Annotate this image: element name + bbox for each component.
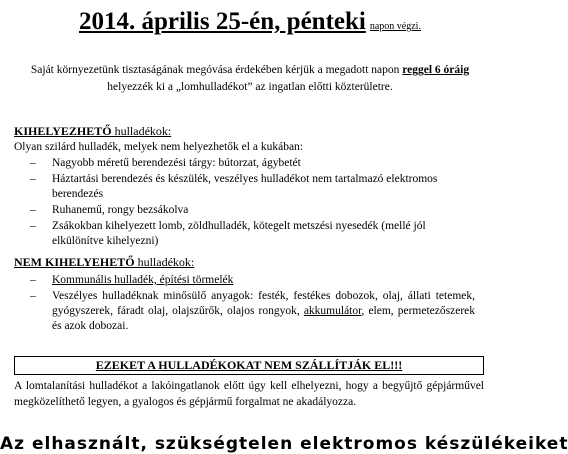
- allowed-list: [30, 156, 475, 250]
- intro-emphasis: reggel 6 óráig: [402, 64, 470, 76]
- disallowed-list: [30, 273, 475, 335]
- list-item: – Háztartási berendezés és készülék, veszélyes hulladékot nem tartalmazó elektromos berendezés: [30, 173, 438, 200]
- list-item: – Zsákokban kihelyezett lomb, zöldhulladék, kötegelt metszési nyesedék (mellé jól elkülönítve kihelyezni): [30, 220, 426, 247]
- footer-paragraph: A lomtalanítási hulladékot a lakóingatlanok előtt úgy kell elhelyezni, hogy a begyűjtő gépjárművel megközelíthető legyen, a gyalogos és gépjármű forgalmat ne akadályozza.: [14, 380, 484, 408]
- intro-text-before: Saját környezetünk tisztaságának megóvása érdekében kérjük a megadott napon: [30, 64, 400, 76]
- bottom-heading: Az elhasznált, szükségtelen elektromos készülékeiket: [0, 434, 568, 454]
- list-item: – Nagyobb méretű berendezési tárgy: bútorzat, ágybetét: [30, 157, 301, 169]
- allowed-description: Olyan szilárd hulladék, melyek nem helyezhetők el a kukában:: [14, 141, 303, 153]
- disallowed-title-rest: hulladékok:: [134, 255, 195, 269]
- allowed-title-caps: KIHELYEZHETŐ: [14, 124, 112, 138]
- intro-paragraph: [30, 62, 470, 96]
- list-marker: –: [30, 274, 36, 286]
- list-marker: –: [30, 157, 36, 169]
- intro-text-after: helyezzék ki a „lomhulladékot” az ingatlan előtti közterületre.: [107, 81, 393, 93]
- list-marker: –: [30, 290, 36, 302]
- headline-suffix: napon végzi.: [369, 21, 421, 32]
- headline: [0, 4, 500, 45]
- disallowed-section-title: [14, 255, 194, 270]
- underlined-term: akkumulátor: [303, 305, 362, 317]
- disallowed-title-caps: NEM KIHELYEHETŐ: [14, 255, 135, 269]
- headline-date: 2014. április 25-én, pénteki: [79, 8, 366, 35]
- list-item: – Veszélyes hulladéknak minősülő anyagok: festék, festékes dobozok, olaj, állati tetemek, gyógyszerek, fáradt olaj, olajszűrők, olajos rongyok, akkumulátor, elem, permetezőszerek és azok dobozai.: [30, 290, 475, 332]
- allowed-title-rest: hulladékok:: [111, 124, 172, 138]
- warning-notice-box: EZEKET A HULLADÉKOKAT NEM SZÁLLÍTJÁK EL!!!: [14, 356, 484, 375]
- list-item: – Ruhanemű, rongy bezsákolva: [30, 204, 189, 216]
- allowed-section-title: [14, 124, 171, 139]
- list-marker: –: [30, 204, 36, 216]
- list-item: – Kommunális hulladék, építési törmelék: [30, 274, 234, 286]
- list-marker: –: [30, 173, 36, 185]
- list-marker: –: [30, 220, 36, 232]
